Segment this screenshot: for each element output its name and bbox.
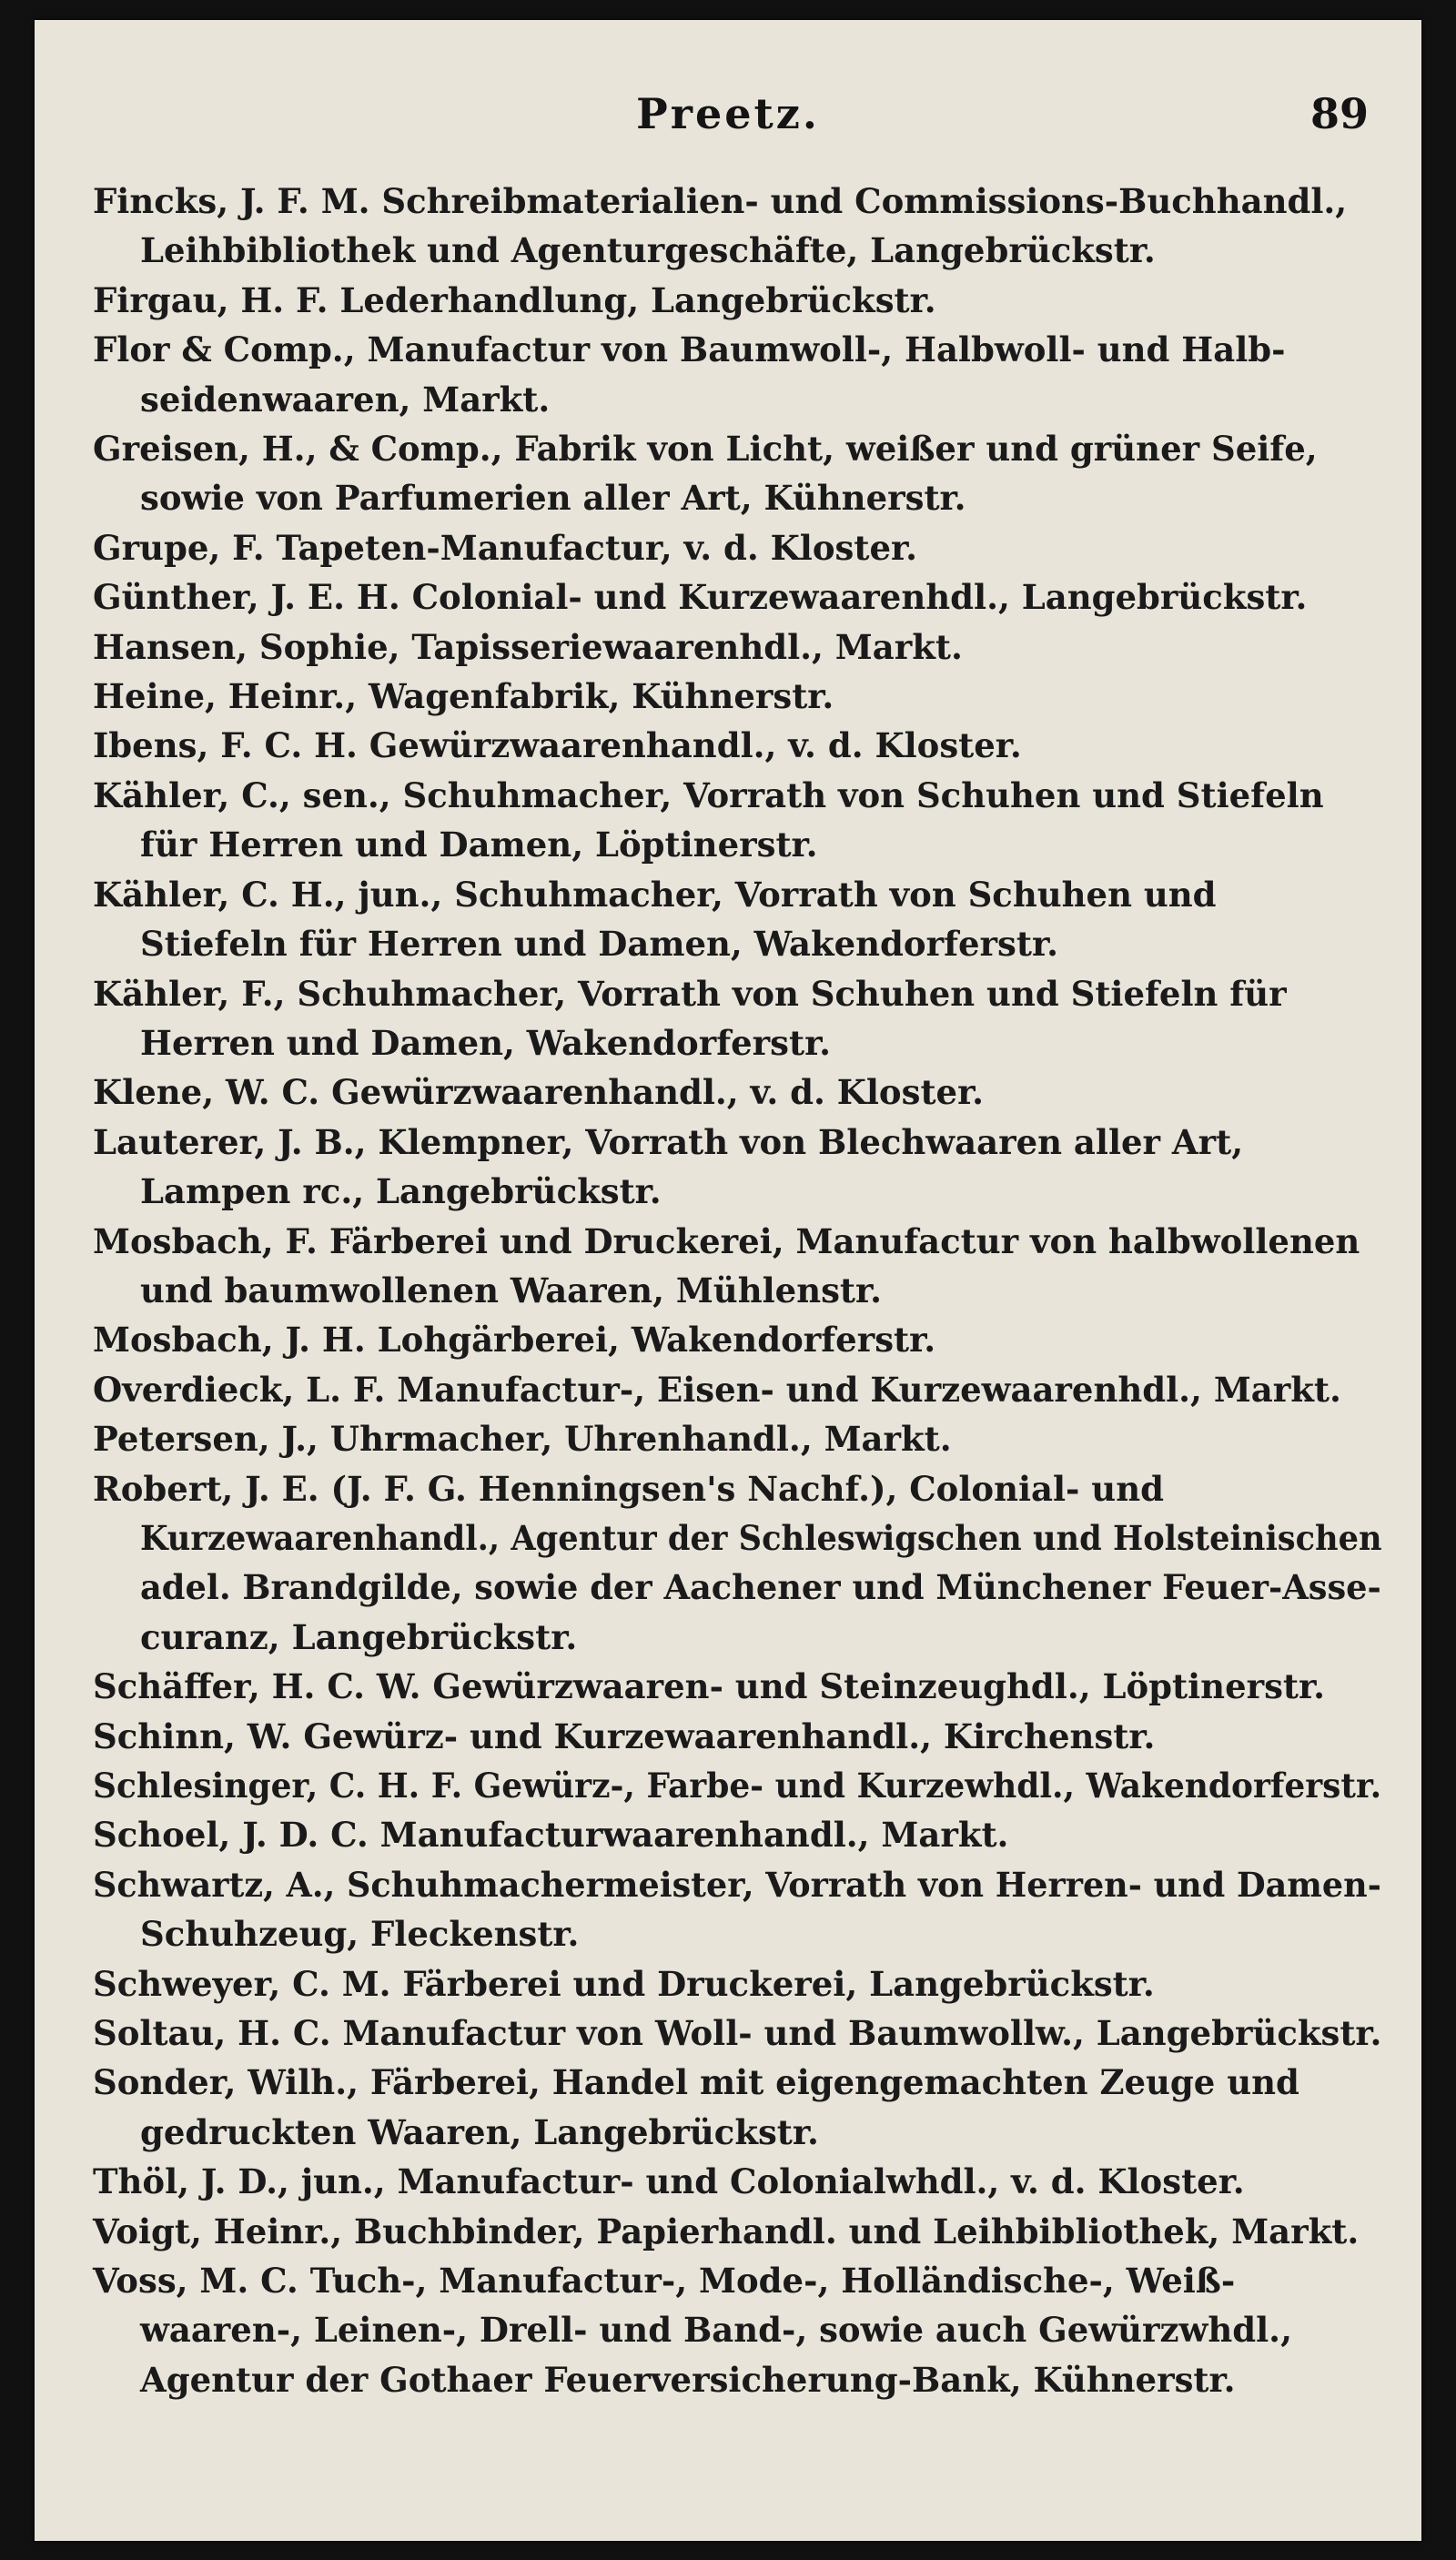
directory-entry [93,1761,1381,1810]
directory-entry [93,1068,1381,1117]
entry-line: Sonder, Wilh., Färberei, Handel mit eigengemachten Zeuge und [93,2062,1299,2103]
entry-line: Schwartz, A., Schuhmachermeister, Vorrath von Herren- und Damen- [93,1864,1381,1905]
entry-line: Schoel, J. D. C. Manufacturwaarenhandl., Markt. [93,1815,1009,1856]
entry-line: für Herren und Damen, Löptinerstr. [140,825,818,865]
entry-line: Schlesinger, C. H. F. Gewürz-, Farbe- und Kurzewhdl., Wakendorferstr. [93,1766,1382,1806]
entry-line: adel. Brandgilde, sowie der Aachener und Münchener Feuer-Asse- [140,1567,1381,1608]
directory-entry [93,1959,1381,2009]
entry-line: Lauterer, J. B., Klempner, Vorrath von Blechwaaren aller Art, [93,1121,1244,1162]
directory-entry [93,1315,1381,1364]
page-number: 89 [1309,89,1369,138]
directory-entries [93,177,1381,2404]
entry-line: Schinn, W. Gewürz- und Kurzewaarenhandl., Kirchenstr. [93,1715,1156,1756]
page-header [35,89,1421,144]
entry-line: Flor & Comp., Manufactur von Baumwoll-, Halbwoll- und Halb- [93,329,1286,370]
entry-line: Fincks, J. F. M. Schreibmaterialien- und Commissions-Buchhandl., [93,181,1348,221]
directory-entry [93,325,1381,424]
entry-line: Grupe, F. Tapeten-Manufactur, v. d. Kloster. [93,527,917,568]
directory-entry [93,177,1381,276]
entry-line: Kähler, F., Schuhmacher, Vorrath von Schuhen und Stiefeln für [93,973,1287,1014]
entry-line: Schuhzeug, Fleckenstr. [140,1914,580,1955]
directory-entry [93,2256,1381,2404]
entry-line: Stiefeln für Herren und Damen, Wakendorferstr. [140,924,1058,965]
entry-line: waaren-, Leinen-, Drell- und Band-, sowie auch Gewürzwhdl., [140,2310,1292,2351]
entry-line: seidenwaaren, Markt. [140,379,551,420]
entry-line: curanz, Langebrückstr. [140,1616,578,1657]
entry-line: Mosbach, J. H. Lohgärberei, Wakendorferstr. [93,1320,936,1361]
directory-entry [93,1365,1381,1414]
entry-line: Greisen, H., & Comp., Fabrik von Licht, weißer und grüner Seife, [93,429,1318,470]
directory-entry [93,771,1381,870]
entry-line: Robert, J. E. (J. F. G. Henningsen's Nachf.), Colonial- und [93,1468,1164,1509]
entry-line: Voigt, Heinr., Buchbinder, Papierhandl. und Leihbibliothek, Markt. [93,2211,1360,2251]
entry-line: Kurzewaarenhandl., Agentur der Schleswigschen und Holsteinischen [140,1517,1382,1558]
entry-line: Kähler, C. H., jun., Schuhmacher, Vorrath von Schuhen und [93,874,1217,915]
directory-entry [93,2157,1381,2206]
directory-entry [93,1810,1381,1859]
directory-entry [93,1662,1381,1711]
entry-line: Günther, J. E. H. Colonial- und Kurzewaarenhdl., Langebrückstr. [93,577,1308,618]
entry-line: Schäffer, H. C. W. Gewürzwaaren- und Steinzeughdl., Löptinerstr. [93,1666,1326,1707]
directory-entry [93,969,1381,1068]
entry-line: Soltau, H. C. Manufactur von Woll- und Baumwollw., Langebrückstr. [93,2013,1382,2054]
directory-entry [93,1217,1381,1316]
entry-line: Petersen, J., Uhrmacher, Uhrenhandl., Markt. [93,1419,952,1460]
book-page [35,20,1421,2541]
entry-line: Schweyer, C. M. Färberei und Druckerei, Langebrückstr. [93,1963,1155,2004]
directory-entry [93,424,1381,523]
entry-line: Overdieck, L. F. Manufactur-, Eisen- und Kurzewaarenhdl., Markt. [93,1369,1341,1410]
entry-line: und baumwollenen Waaren, Mühlenstr. [140,1270,882,1310]
entry-line: gedruckten Waaren, Langebrückstr. [140,2111,819,2152]
directory-entry [93,622,1381,672]
directory-entry [93,672,1381,721]
entry-line: Heine, Heinr., Wagenfabrik, Kühnerstr. [93,676,834,717]
directory-entry [93,1860,1381,1959]
directory-entry [93,1712,1381,1761]
directory-entry [93,572,1381,622]
entry-line: Kähler, C., sen., Schuhmacher, Vorrath von Schuhen und Stiefeln [93,774,1324,815]
directory-entry [93,276,1381,325]
directory-entry [93,2207,1381,2256]
entry-line: Klene, W. C. Gewürzwaarenhandl., v. d. Kloster. [93,1072,985,1113]
entry-line: Agentur der Gothaer Feuerversicherung-Bank, Kühnerstr. [140,2359,1236,2400]
entry-line: Hansen, Sophie, Tapisseriewaarenhdl., Markt. [93,626,963,667]
directory-entry [93,1414,1381,1463]
directory-entry [93,870,1381,969]
entry-line: Firgau, H. F. Lederhandlung, Langebrückstr. [93,279,936,320]
directory-entry [93,523,1381,572]
running-title: Preetz. [636,89,820,138]
entry-line: Voss, M. C. Tuch-, Manufactur-, Mode-, Holländische-, Weiß- [93,2261,1236,2302]
directory-entry [93,721,1381,770]
directory-entry [93,2009,1381,2058]
entry-line: Herren und Damen, Wakendorferstr. [140,1022,832,1063]
entry-line: Thöl, J. D., jun., Manufactur- und Colonialwhdl., v. d. Kloster. [93,2161,1245,2202]
directory-entry [93,1464,1381,1663]
entry-line: sowie von Parfumerien aller Art, Kühnerstr. [140,478,966,519]
entry-line: Ibens, F. C. H. Gewürzwaarenhandl., v. d. Kloster. [93,725,1022,766]
directory-entry [93,1118,1381,1217]
directory-entry [93,2058,1381,2157]
entry-line: Leihbibliothek und Agenturgeschäfte, Langebrückstr. [140,230,1156,271]
entry-line: Lampen rc., Langebrückstr. [140,1171,662,1212]
entry-line: Mosbach, F. Färberei und Druckerei, Manufactur von halbwollenen [93,1220,1360,1261]
